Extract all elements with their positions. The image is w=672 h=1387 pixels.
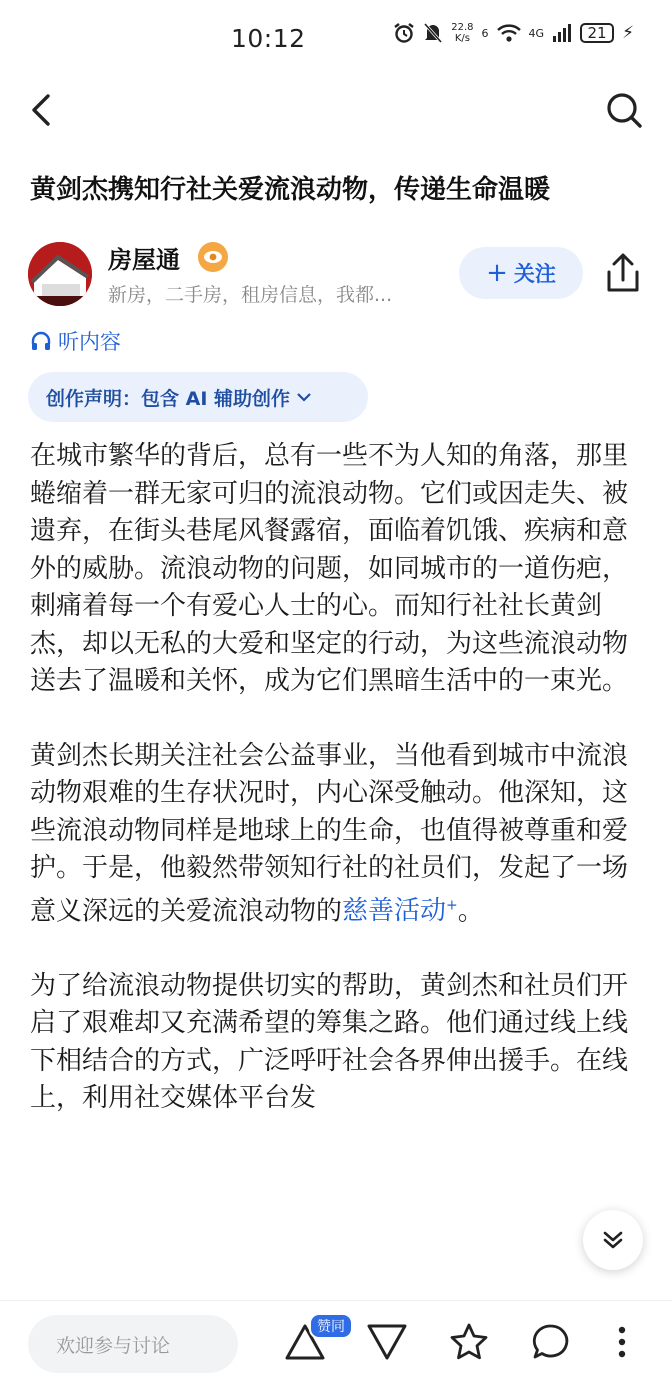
net-speed-unit: K/s (454, 33, 470, 44)
creation-declaration-chip[interactable] (28, 372, 368, 422)
status-icons (393, 22, 634, 44)
link-mark: + (446, 897, 458, 914)
comment-bubble-icon (530, 1321, 572, 1363)
declaration-label: 创作声明：包含 AI 辅助创作 (46, 387, 291, 410)
headphone-icon (30, 330, 52, 352)
share-icon[interactable] (604, 252, 642, 294)
article-paragraph-1: 在城市繁华的背后，总有一些不为人知的角落，那里蜷缩着一群无家可归的流浪动物。它们或因走失、被遗弃，在街头巷尾风餐露宿，面临着饥饿、疾病和意外的威胁。流浪动物的问题，如同城市的一道伤疤，刺痛着每一个有爱心人士的心。而知行社社长黄剑杰，却以无私的大爱和坚定的行动，为这些流浪动物送去了温暖和关怀，成为它们黑暗生活中的一束光。 (30, 441, 629, 696)
net-speed (451, 22, 473, 44)
plus-icon: + (486, 258, 508, 288)
more-button[interactable] (600, 1317, 644, 1367)
wifi-icon (497, 23, 521, 43)
paragraph-2-text: 黄剑杰长期关注社会公益事业，当他看到城市中流浪动物艰难的生存状况时，内心深受触动。他深知，这些流浪动物同样是地球上的生命，也值得被尊重和爱护。于是，他毅然带领知行社的社员们，发起了一场意义深远的关爱流浪动物的 (30, 740, 629, 927)
link-label: 慈善活动 (342, 896, 447, 927)
charging-icon: ⚡ (622, 23, 634, 43)
signal-label: 4G (528, 26, 545, 40)
comment-input[interactable] (28, 1315, 238, 1373)
follow-button[interactable] (459, 247, 583, 299)
article-title: 黄剑杰携知行社关爱流浪动物，传递生命温暖 (30, 175, 551, 205)
comment-button[interactable] (526, 1317, 576, 1367)
downvote-button[interactable] (362, 1317, 412, 1367)
author-avatar[interactable] (28, 242, 92, 306)
article-paragraph-2 (30, 738, 642, 931)
author-description: 新房，二手房，租房信息，我都... (108, 284, 393, 306)
avatar-house-icon (28, 242, 92, 306)
mute-bell-icon (423, 22, 443, 44)
status-time: 10:12 (231, 24, 306, 53)
back-arrow-icon[interactable] (24, 88, 64, 132)
author-badge-eye-icon (198, 242, 228, 272)
bottom-action-bar (0, 1300, 672, 1387)
alarm-icon (393, 22, 415, 44)
wifi-label: 6 (481, 26, 489, 40)
status-bar (0, 0, 672, 80)
charity-activity-link[interactable] (342, 896, 458, 926)
paragraph-2-end: 。 (457, 896, 484, 927)
follow-label: 关注 (513, 262, 556, 286)
double-chevron-down-icon (600, 1227, 626, 1253)
search-icon[interactable] (604, 88, 644, 132)
article-paragraph-3: 为了给流浪动物提供切实的帮助，黄剑杰和社员们开启了艰难却又充满希望的筹集之路。他们通过线上线下相结合的方式，广泛呼吁社会各界伸出援手。在线上，利用社交媒体平台发 (30, 970, 629, 1114)
battery-indicator (580, 23, 614, 43)
more-vertical-icon (617, 1325, 627, 1359)
like-badge: 赞同 (309, 1313, 353, 1339)
favorite-button[interactable] (444, 1317, 494, 1367)
top-nav (0, 80, 672, 140)
author-name[interactable]: 房屋通 (108, 246, 180, 274)
article-body (30, 438, 642, 1155)
chevron-down-icon (296, 391, 312, 403)
comment-placeholder: 欢迎参与讨论 (56, 1334, 171, 1357)
scroll-down-button[interactable] (583, 1210, 643, 1270)
signal-icon (552, 23, 572, 43)
net-speed-value: 22.8 (451, 22, 474, 33)
battery-level: 21 (587, 24, 607, 42)
listen-button[interactable] (30, 326, 121, 356)
listen-label: 听内容 (58, 330, 121, 354)
star-icon (448, 1321, 490, 1363)
triangle-down-icon (365, 1322, 409, 1362)
